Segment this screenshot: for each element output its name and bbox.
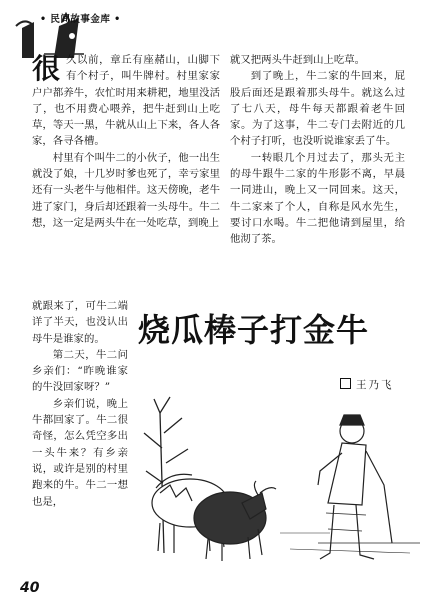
article-column-right: [230, 52, 405, 248]
article-title: 烧瓜棒子打金牛: [138, 311, 370, 349]
drop-cap: 很: [32, 52, 61, 85]
paragraph-1: 很久以前，章丘有座赭山，山脚下有个村子，叫牛牌村。村里家家户户都养牛，农忙时用来耕耙，地里没活了，也不用费心喂养，把牛赶到山上吃草，等天一黑，牛就从山上下来，各人各家，各寻各槽。: [32, 52, 220, 148]
paragraph-8: 一转眼几个月过去了，那头无主的母牛跟牛二家的牛形影不离，早晨一同进山，晚上又一同回来。这天，牛二家来了个人，自称是风水先生，要讨口水喝。牛二把他请到屋里，给他沏了茶。: [230, 151, 405, 246]
article-column-left: [32, 52, 220, 231]
author-line: [340, 377, 394, 392]
paragraph-6: 就又把两头牛赶到山上吃草。: [230, 54, 366, 66]
paragraph-4: 第二天，牛二问乡亲们：“昨晚谁家的牛没回家呀？”: [32, 348, 128, 394]
author-name: 王乃飞: [356, 379, 394, 391]
paragraph-2: 村里有个叫牛二的小伙子，他一出生就没了娘，十几岁时爹也死了，幸亏家里还有一头老牛与他相伴。这天傍晚，老牛进了家门，身后却还跟着一头母牛。牛二想，这一定是两头牛在一处吃草，到晚上: [32, 151, 220, 229]
page-number: 40: [20, 580, 40, 596]
paragraph-7: 到了晚上，牛二家的牛回来，屁股后面还是跟着那头母牛。就这么过了七八天，母牛每天都跟着老牛回家。为了这事，牛二专门去附近的几个村子打听，也没听说谁家丢了牛。: [230, 70, 405, 148]
paragraph-5: 乡亲们说，晚上牛都回家了。牛二很奇怪，怎么凭空多出一头牛来？有乡亲说，或许是别的村里跑来的牛。牛二一想也是，: [32, 397, 128, 508]
article-column-narrow: [32, 298, 128, 510]
author-box-icon: [340, 378, 351, 389]
illustration-man-and-cattle: [130, 393, 420, 565]
series-name: • 民间故事金库 •: [40, 14, 121, 25]
paragraph-3: 就跟来了，可牛二端详了半天，也没认出母牛是谁家的。: [32, 300, 128, 345]
